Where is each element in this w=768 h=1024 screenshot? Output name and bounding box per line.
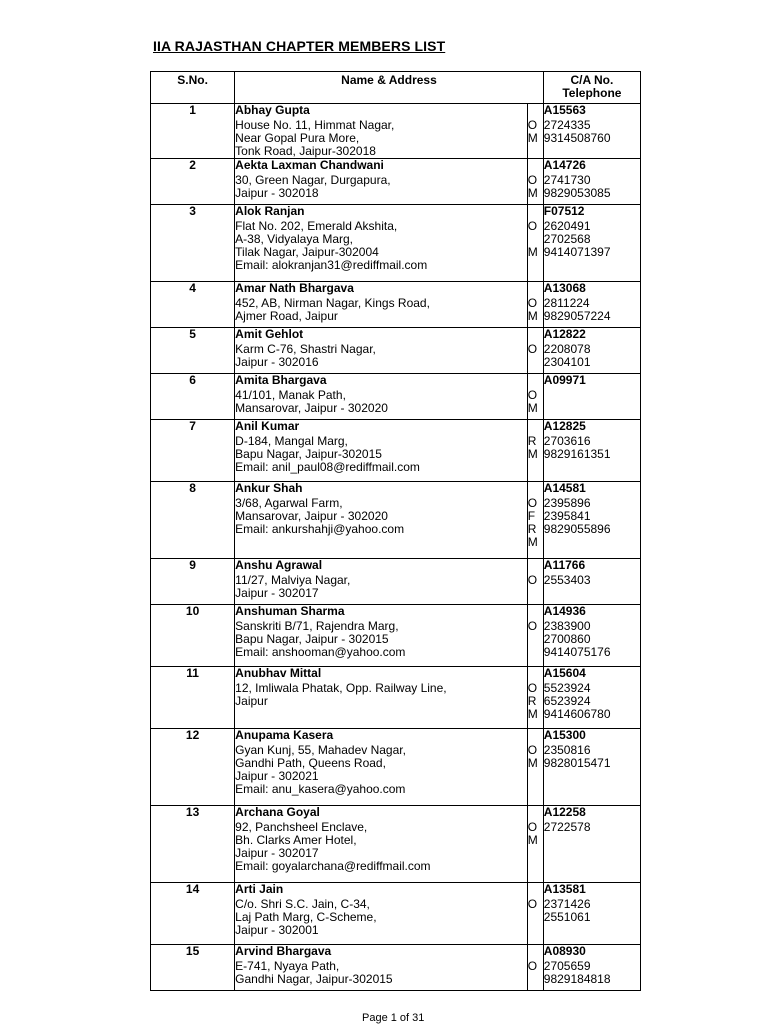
- member-name: Abhay Gupta: [235, 103, 310, 117]
- header-telephone: Telephone: [562, 87, 622, 100]
- member-ca-no: A14581: [543, 481, 586, 495]
- member-ca-telephone: [543, 328, 640, 374]
- phone-type-label: M: [527, 310, 538, 323]
- member-sno: 3: [151, 205, 235, 282]
- member-address-line: 3/68, Agarwal Farm,: [235, 497, 343, 510]
- member-phone-types: [527, 945, 543, 991]
- member-address-line: Sanskriti B/71, Rajendra Marg,: [235, 620, 399, 633]
- member-phone: 2702568: [543, 233, 591, 246]
- member-phone: 6523924: [543, 695, 591, 708]
- member-address-line: Flat No. 202, Emerald Akshita,: [235, 220, 398, 233]
- member-phone: 9414071397: [543, 246, 611, 259]
- member-ca-telephone: [543, 667, 640, 729]
- member-address-line: Near Gopal Pura More,: [235, 132, 360, 145]
- member-name: Alok Ranjan: [235, 204, 305, 218]
- member-name-address: [235, 605, 528, 667]
- member-address-line: Email: anu_kasera@yahoo.com: [235, 783, 406, 796]
- phone-type-label: M: [527, 187, 538, 200]
- member-phone: 9314508760: [543, 132, 611, 145]
- phone-type-label: M: [527, 402, 538, 415]
- phone-type-label: [528, 233, 543, 246]
- phone-type-label: R: [527, 435, 537, 448]
- table-header-row: [151, 72, 641, 104]
- member-phone-types: [527, 559, 543, 605]
- member-address-line: Email: anil_paul08@rediffmail.com: [235, 461, 420, 474]
- member-name-address: [235, 205, 528, 282]
- member-ca-telephone: [543, 159, 640, 205]
- table-row: [151, 729, 641, 806]
- member-name: Anupama Kasera: [235, 728, 334, 742]
- member-name-address: [235, 945, 528, 991]
- member-address-line: Email: anshooman@yahoo.com: [235, 646, 406, 659]
- phone-type-label: M: [527, 757, 538, 770]
- member-name: Anil Kumar: [235, 419, 300, 433]
- member-ca-no: F07512: [543, 204, 585, 218]
- member-ca-telephone: [543, 205, 640, 282]
- member-address-line: A-38, Vidyalaya Marg,: [235, 233, 353, 246]
- member-address-line: 92, Panchsheel Enclave,: [235, 821, 368, 834]
- header-ca-telephone: [543, 72, 640, 104]
- member-phone: 2553403: [543, 574, 591, 587]
- member-name: Archana Goyal: [235, 805, 320, 819]
- member-address-line: 12, Imliwala Phatak, Opp. Railway Line,: [235, 682, 447, 695]
- phone-type-label: M: [527, 246, 538, 259]
- member-address-line: Ajmer Road, Jaipur: [235, 310, 338, 323]
- member-ca-no: A12258: [543, 805, 586, 819]
- member-phone-types: [527, 205, 543, 282]
- member-ca-telephone: [543, 420, 640, 482]
- member-ca-no: A13581: [543, 882, 586, 896]
- member-sno: 7: [151, 420, 235, 482]
- member-sno: 15: [151, 945, 235, 991]
- member-name-address: [235, 883, 528, 945]
- member-address-line: Email: alokranjan31@rediffmail.com: [235, 259, 428, 272]
- member-address-line: Jaipur: [235, 695, 268, 708]
- member-ca-telephone: [543, 945, 640, 991]
- member-name: Ankur Shah: [235, 481, 303, 495]
- header-ca-no: C/A No.: [570, 74, 614, 87]
- member-address-line: Bapu Nagar, Jaipur-302015: [235, 448, 382, 461]
- members-table: [150, 71, 641, 991]
- member-ca-telephone: [543, 605, 640, 667]
- phone-type-label: O: [527, 119, 538, 132]
- member-name: Amita Bhargava: [235, 373, 327, 387]
- member-phone: 9829055896: [543, 523, 611, 536]
- phone-type-label: O: [527, 574, 538, 587]
- member-ca-telephone: [543, 482, 640, 559]
- member-phone-types: [527, 104, 543, 159]
- member-phone: 2395896: [543, 497, 591, 510]
- member-name: Aekta Laxman Chandwani: [235, 158, 384, 172]
- member-name-address: [235, 374, 528, 420]
- member-address-line: Karm C-76, Shastri Nagar,: [235, 343, 376, 356]
- member-ca-telephone: [543, 883, 640, 945]
- member-name-address: [235, 420, 528, 482]
- member-phone: 9829161351: [543, 448, 611, 461]
- member-sno: 1: [151, 104, 235, 159]
- member-address-line: Laj Path Marg, C-Scheme,: [235, 911, 377, 924]
- member-ca-telephone: [543, 806, 640, 883]
- member-phone: 2371426: [543, 898, 591, 911]
- phone-type-label: O: [527, 389, 538, 402]
- header-name-address: Name & Address: [235, 72, 544, 104]
- member-address-line: 452, AB, Nirman Nagar, Kings Road,: [235, 297, 430, 310]
- table-row: [151, 482, 641, 559]
- phone-type-label: O: [527, 174, 538, 187]
- member-address-line: 41/101, Manak Path,: [235, 389, 346, 402]
- member-name: Amit Gehlot: [235, 327, 304, 341]
- member-ca-no: A15563: [543, 103, 586, 117]
- member-sno: 14: [151, 883, 235, 945]
- member-phone: 2383900: [543, 620, 591, 633]
- member-phone: 2620491: [543, 220, 591, 233]
- member-phone: 9414075176: [543, 646, 611, 659]
- member-phone-types: [527, 605, 543, 667]
- member-phone: 9829053085: [543, 187, 611, 200]
- member-ca-telephone: [543, 559, 640, 605]
- member-name-address: [235, 159, 528, 205]
- member-phone: 2208078: [543, 343, 591, 356]
- member-phone: 2741730: [543, 174, 591, 187]
- member-ca-no: A12822: [543, 327, 586, 341]
- page-title: IIA RAJASTHAN CHAPTER MEMBERS LIST: [153, 38, 446, 54]
- member-address-line: Gyan Kunj, 55, Mahadev Nagar,: [235, 744, 406, 757]
- table-row: [151, 559, 641, 605]
- table-row: [151, 374, 641, 420]
- table-row: [151, 883, 641, 945]
- member-name: Anshu Agrawal: [235, 558, 323, 572]
- member-ca-no: A08930: [543, 944, 586, 958]
- member-phone-types: [527, 374, 543, 420]
- phone-type-label: M: [527, 448, 538, 461]
- member-sno: 2: [151, 159, 235, 205]
- phone-type-label: O: [527, 898, 538, 911]
- member-ca-no: A14936: [543, 604, 586, 618]
- member-phone: 9828015471: [543, 757, 611, 770]
- member-name-address: [235, 806, 528, 883]
- member-sno: 4: [151, 282, 235, 328]
- phone-type-label: O: [527, 960, 538, 973]
- phone-type-label: O: [527, 682, 538, 695]
- member-address-line: House No. 11, Himmat Nagar,: [235, 119, 395, 132]
- page-footer: Page 1 of 31: [362, 1012, 425, 1024]
- member-name-address: [235, 729, 528, 806]
- member-name-address: [235, 328, 528, 374]
- member-name: Arvind Bhargava: [235, 944, 332, 958]
- member-phone: 9829057224: [543, 310, 611, 323]
- member-sno: 10: [151, 605, 235, 667]
- member-phone: 2551061: [543, 911, 591, 924]
- member-sno: 13: [151, 806, 235, 883]
- phone-type-label: M: [527, 708, 538, 721]
- member-address-line: Mansarovar, Jaipur - 302020: [235, 402, 388, 415]
- member-ca-no: A11766: [543, 558, 586, 572]
- member-address-line: C/o. Shri S.C. Jain, C-34,: [235, 898, 370, 911]
- member-phone: 2350816: [543, 744, 591, 757]
- phone-type-label: O: [527, 297, 538, 310]
- phone-type-label: M: [527, 536, 538, 549]
- table-row: [151, 806, 641, 883]
- member-sno: 8: [151, 482, 235, 559]
- member-phone-types: [527, 667, 543, 729]
- member-name: Anshuman Sharma: [235, 604, 345, 618]
- member-address-line: E-741, Nyaya Path,: [235, 960, 340, 973]
- phone-type-label: O: [527, 744, 538, 757]
- member-address-line: Gandhi Path, Queens Road,: [235, 757, 386, 770]
- member-ca-no: A15604: [543, 666, 586, 680]
- member-phone: 5523924: [543, 682, 591, 695]
- phone-type-label: M: [527, 834, 538, 847]
- table-row: [151, 945, 641, 991]
- member-address-line: Jaipur - 302021: [235, 770, 319, 783]
- member-phone: 2705659: [543, 960, 591, 973]
- header-sno: S.No.: [151, 72, 235, 104]
- phone-type-label: O: [527, 620, 538, 633]
- member-phone: 2811224: [543, 297, 590, 310]
- member-phone-types: [527, 420, 543, 482]
- member-phone: 2724335: [543, 119, 591, 132]
- phone-type-label: O: [527, 497, 538, 510]
- member-ca-no: A12825: [543, 419, 586, 433]
- member-address-line: Bh. Clarks Amer Hotel,: [235, 834, 357, 847]
- member-name: Anubhav Mittal: [235, 666, 322, 680]
- member-sno: 12: [151, 729, 235, 806]
- member-name-address: [235, 282, 528, 328]
- member-address-line: Email: goyalarchana@rediffmail.com: [235, 860, 431, 873]
- member-address-line: Gandhi Nagar, Jaipur-302015: [235, 973, 393, 986]
- member-address-line: Jaipur - 302017: [235, 587, 319, 600]
- member-name-address: [235, 104, 528, 159]
- member-name: Arti Jain: [235, 882, 284, 896]
- member-phone-types: [527, 328, 543, 374]
- table-row: [151, 282, 641, 328]
- member-ca-telephone: [543, 282, 640, 328]
- member-rows: [151, 104, 641, 991]
- member-address-line: Tonk Road, Jaipur-302018: [235, 145, 376, 158]
- member-phone: 9829184818: [543, 973, 611, 986]
- table-row: [151, 328, 641, 374]
- member-phone: 2395841: [543, 510, 591, 523]
- phone-type-label: M: [527, 132, 538, 145]
- member-phone-types: [527, 806, 543, 883]
- member-phone: 2700860: [543, 633, 591, 646]
- member-address-line: Jaipur - 302016: [235, 356, 319, 369]
- member-ca-no: A15300: [543, 728, 586, 742]
- member-address-line: 30, Green Nagar, Durgapura,: [235, 174, 391, 187]
- member-address-line: D-184, Mangal Marg,: [235, 435, 348, 448]
- member-sno: 9: [151, 559, 235, 605]
- member-phone-types: [527, 282, 543, 328]
- member-name-address: [235, 667, 528, 729]
- member-address-line: Bapu Nagar, Jaipur - 302015: [235, 633, 389, 646]
- member-address-line: Jaipur - 302018: [235, 187, 319, 200]
- member-phone-types: [527, 159, 543, 205]
- phone-type-label: R: [527, 695, 537, 708]
- member-ca-telephone: [543, 104, 640, 159]
- table-row: [151, 104, 641, 159]
- member-address-line: Jaipur - 302017: [235, 847, 319, 860]
- member-phone: 2703616: [543, 435, 591, 448]
- member-sno: 6: [151, 374, 235, 420]
- member-ca-no: A14726: [543, 158, 586, 172]
- member-address-line: Email: ankurshahji@yahoo.com: [235, 523, 405, 536]
- table-row: [151, 605, 641, 667]
- member-phone: 2722578: [543, 821, 591, 834]
- member-ca-no: A09971: [543, 373, 586, 387]
- table-row: [151, 667, 641, 729]
- member-phone-types: [527, 482, 543, 559]
- member-phone: 9414606780: [543, 708, 611, 721]
- member-ca-telephone: [543, 729, 640, 806]
- member-address-line: Mansarovar, Jaipur - 302020: [235, 510, 388, 523]
- member-phone-types: [527, 883, 543, 945]
- member-ca-no: A13068: [543, 281, 586, 295]
- member-name-address: [235, 482, 528, 559]
- phone-type-label: O: [527, 821, 538, 834]
- member-sno: 11: [151, 667, 235, 729]
- table-row: [151, 205, 641, 282]
- member-address-line: Tilak Nagar, Jaipur-302004: [235, 246, 379, 259]
- phone-type-label: F: [527, 510, 536, 523]
- table-row: [151, 159, 641, 205]
- member-name-address: [235, 559, 528, 605]
- member-phone-types: [527, 729, 543, 806]
- member-address-line: 11/27, Malviya Nagar,: [235, 574, 351, 587]
- member-address-line: Jaipur - 302001: [235, 924, 319, 937]
- phone-type-label: R: [527, 523, 537, 536]
- phone-type-label: O: [527, 343, 538, 356]
- member-phone: 2304101: [543, 356, 591, 369]
- member-ca-telephone: [543, 374, 640, 420]
- table-row: [151, 420, 641, 482]
- phone-type-label: O: [527, 220, 538, 233]
- member-name: Amar Nath Bhargava: [235, 281, 354, 295]
- member-sno: 5: [151, 328, 235, 374]
